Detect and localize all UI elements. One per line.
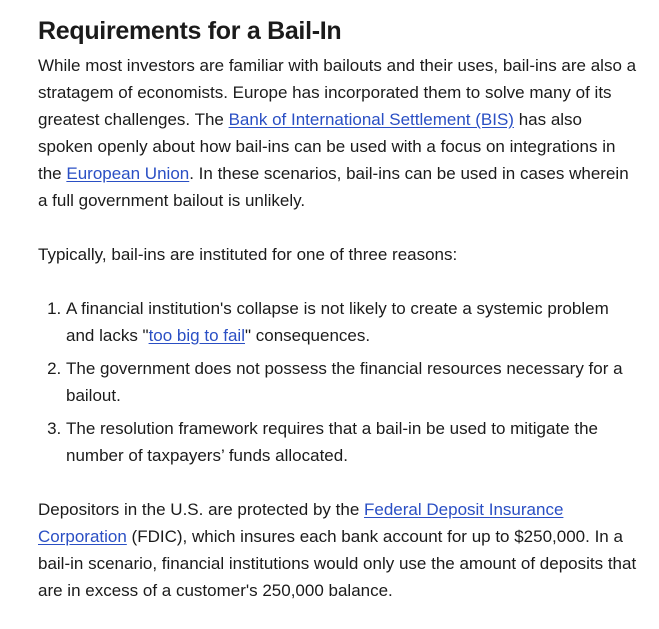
list-item: 2. The government does not possess the financial resources necessary for a bailout. xyxy=(66,355,640,409)
fdic-link[interactable]: Federal Deposit Insurance Corporation xyxy=(38,500,564,546)
reasons-list xyxy=(38,295,640,469)
article-body xyxy=(38,14,640,604)
intro-text-2: has also spoken openly about how bail-ins can be used with a focus on integrations in the xyxy=(38,110,616,183)
fdic-text-1: Depositors in the U.S. are protected by the xyxy=(38,500,365,519)
reason-1-text-2: " consequences. xyxy=(244,326,371,345)
reason-1-text-1: A financial institution's collapse is not likely to create a systemic problem and lacks " xyxy=(66,299,609,345)
bis-link[interactable]: Bank of International Settlement (BIS) xyxy=(228,110,514,129)
list-item: 3. The resolution framework requires that a bail-in be used to mitigate the number of taxpayers’ funds allocated. xyxy=(66,415,640,469)
too-big-to-fail-link[interactable]: too big to fail xyxy=(148,326,245,345)
list-item xyxy=(66,295,640,349)
fdic-paragraph xyxy=(38,496,640,604)
reasons-intro-paragraph: Typically, bail-ins are instituted for one of three reasons: xyxy=(38,245,458,264)
section-heading: Requirements for a Bail-In xyxy=(38,17,342,45)
intro-paragraph xyxy=(38,52,640,214)
intro-text-3: . In these scenarios, bail-ins can be used in cases wherein a full government bailout is unlikely. xyxy=(38,164,629,210)
intro-text-1: While most investors are familiar with bailouts and their uses, bail-ins are also a stratagem of economists. Europe has incorporated them to solve many of its greatest challenges. The xyxy=(38,56,637,129)
fdic-text-2: (FDIC), which insures each bank account for up to $250,000. In a bail-in scenario, financial institutions would only use the amount of deposits that are in excess of a customer's 250,000 balance. xyxy=(38,527,637,600)
european-union-link[interactable]: European Union xyxy=(66,164,190,183)
